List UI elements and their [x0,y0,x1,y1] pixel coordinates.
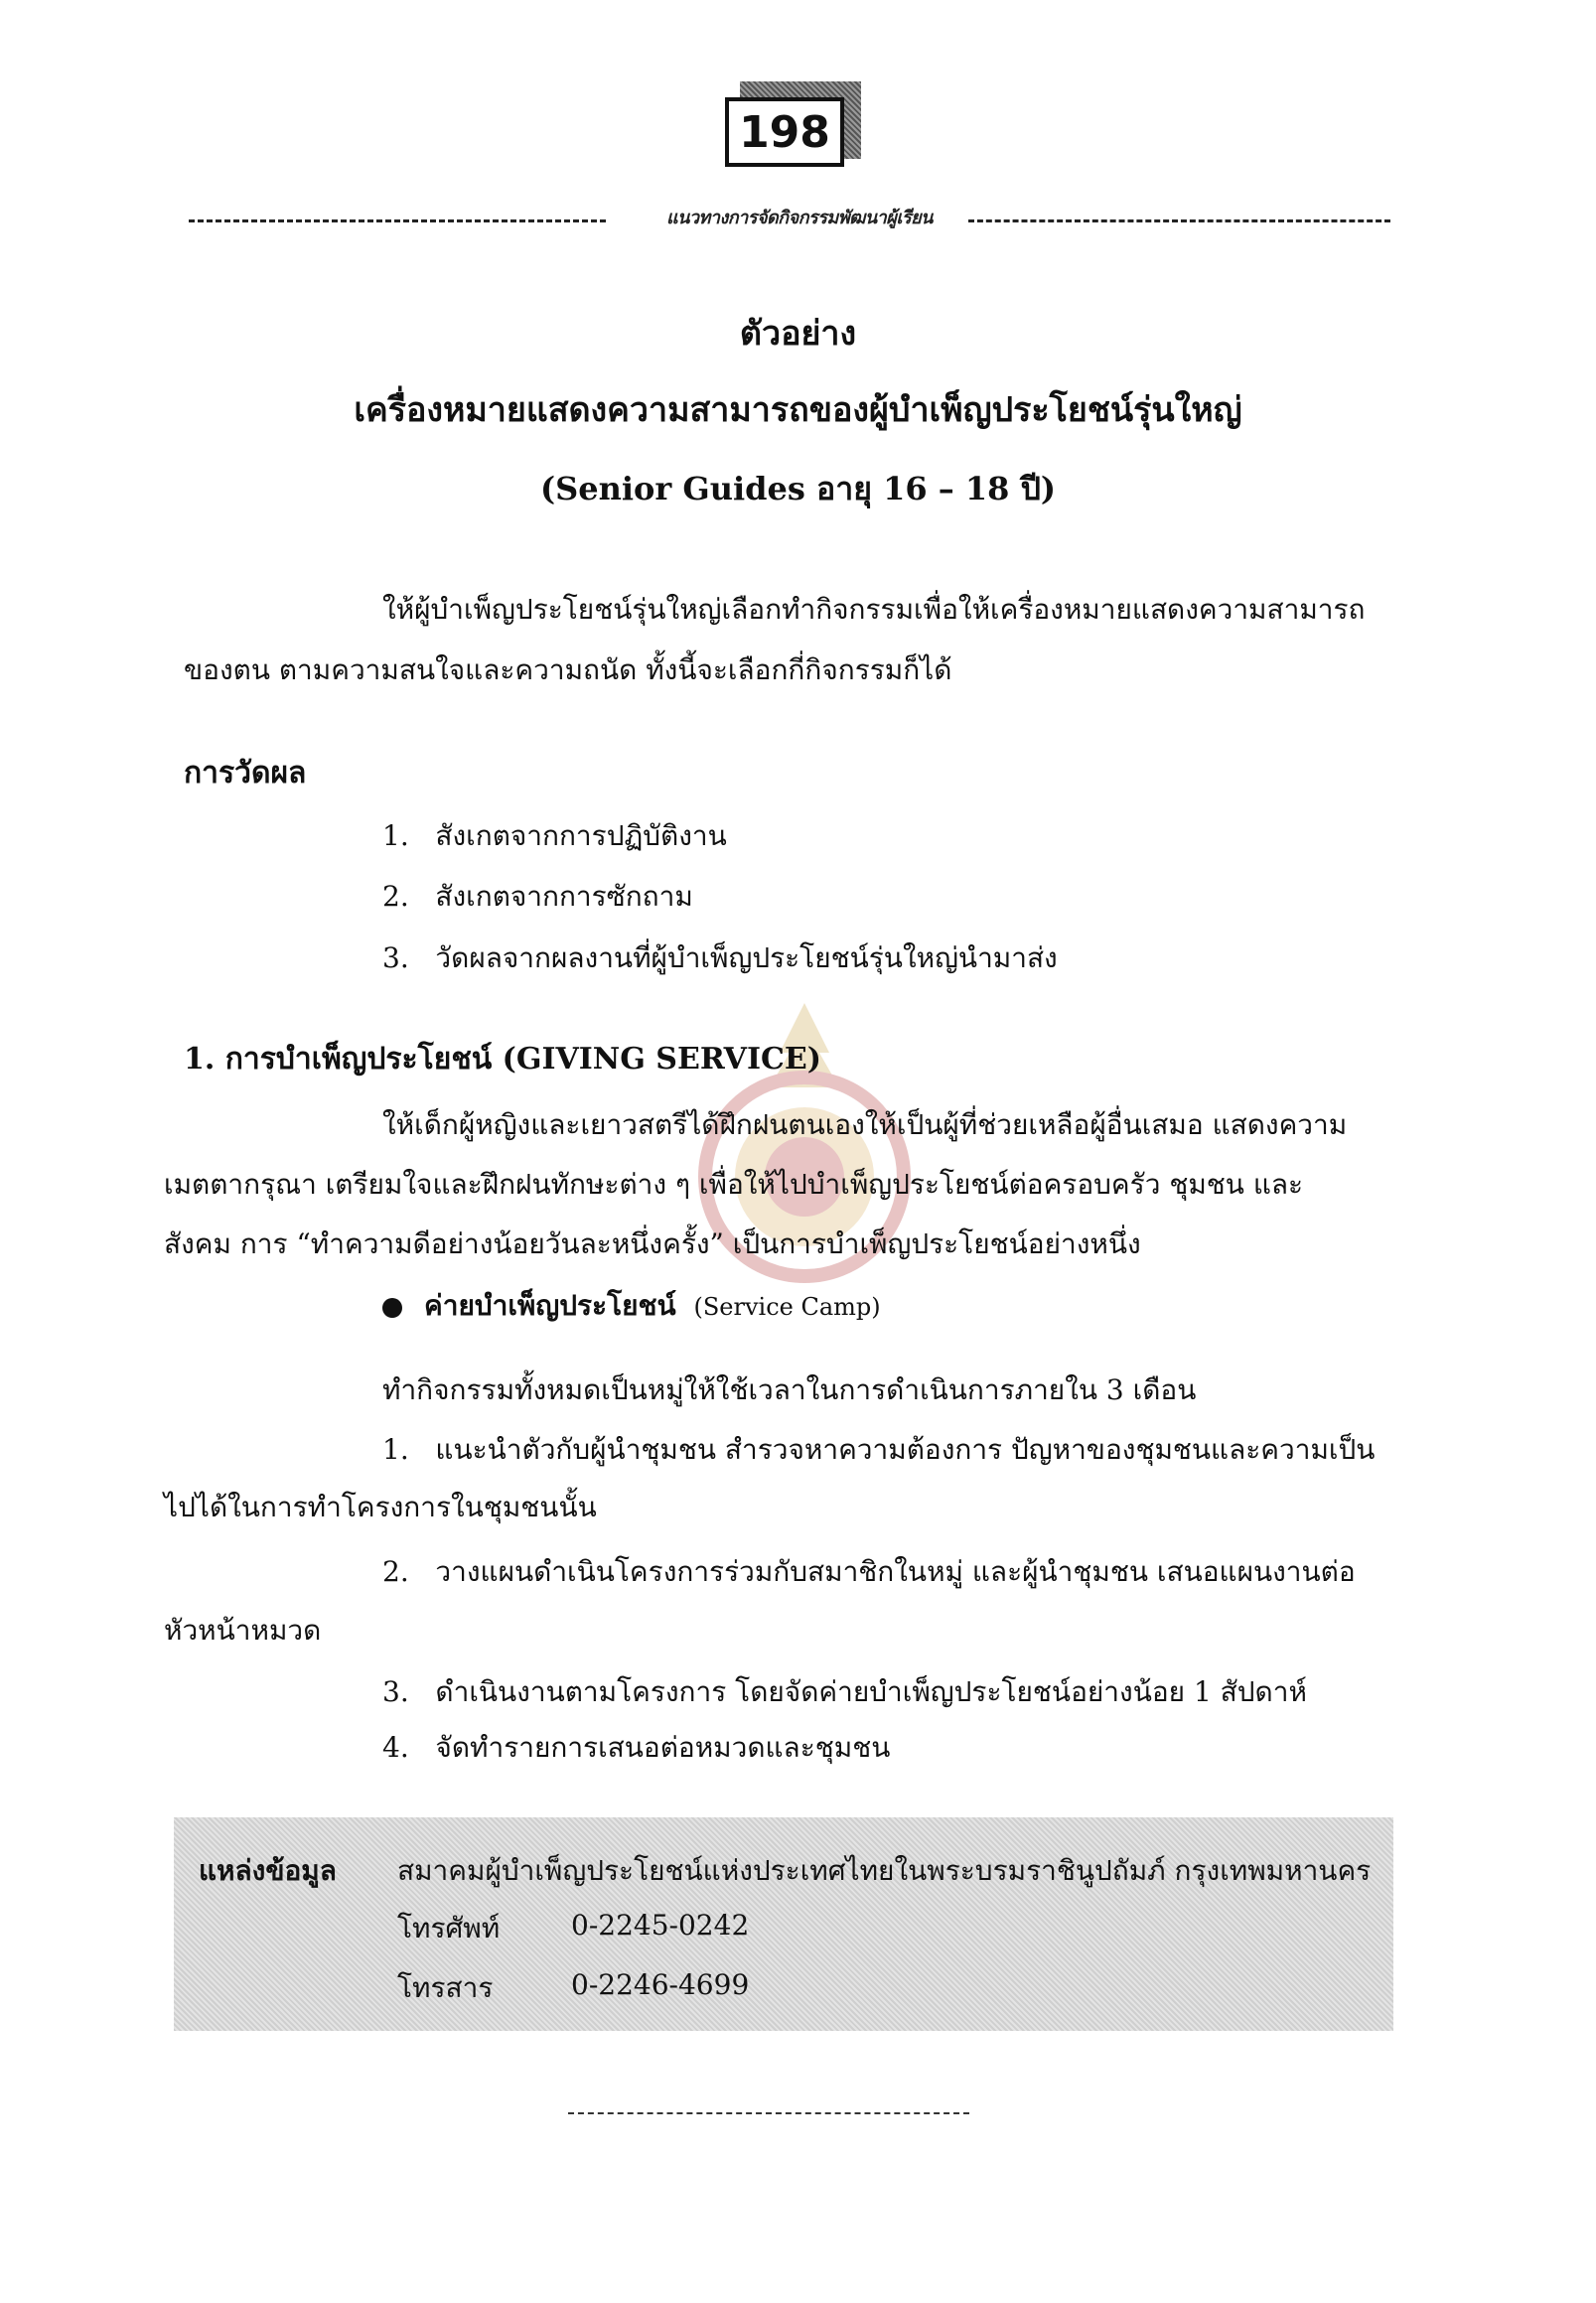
evaluation-item [382,938,1058,978]
section1-heading: 1. การบำเพ็ญประโยชน์ (GIVING SERVICE) [184,1042,821,1077]
service-camp-label: ค่ายบำเพ็ญประโยชน์ [424,1289,676,1322]
evaluation-heading: การวัดผล [184,756,307,791]
evaluation-item-text: วัดผลจากผลงานที่ผู้บำเพ็ญประโยชน์รุ่นใหญ่นำมาส่ง [435,941,1058,974]
end-divider [568,2112,969,2114]
source-label: แหล่งข้อมูล [199,1854,337,1887]
evaluation-item-number: 2. [382,880,409,913]
service-camp-bullet [382,1286,881,1327]
section1-para-line2: เมตตากรุณา เตรียมใจและฝึกฝนทักษะต่าง ๆ เพื่อให้ไปบำเพ็ญประโยชน์ต่อครอบครัว ชุมชน และ [164,1168,1304,1201]
step-number: 1. [382,1433,409,1466]
header-divider-left [189,219,606,222]
evaluation-item [382,877,693,917]
step-text: ดำเนินงานตามโครงการ โดยจัดค่ายบำเพ็ญประโยชน์อย่างน้อย 1 สัปดาห์ [435,1675,1307,1708]
evaluation-item-text: สังเกตจากการปฏิบัติงาน [435,819,727,852]
running-header-title: แนวทางการจัดกิจกรรมพัฒนาผู้เรียน [666,208,933,228]
page-number: 198 [725,97,844,167]
step-item [382,1672,1307,1712]
intro-line1: ให้ผู้บำเพ็ญประโยชน์รุ่นใหญ่เลือกทำกิจกรรมเพื่อให้เครื่องหมายแสดงความสามารถ [382,593,1366,626]
step-text: แนะนำตัวกับผู้นำชุมชน สำรวจหาความต้องการ ปัญหาของชุมชนและความเป็น [435,1433,1376,1466]
step-item [382,1728,890,1768]
fax-number: 0-2246-4699 [571,1968,750,2001]
step-text: วางแผนดำเนินโครงการร่วมกับสมาชิกในหมู่ และผู้นำชุมชน เสนอแผนงานต่อ [435,1555,1356,1588]
step-number: 4. [382,1731,409,1764]
section1-para-line3: สังคม การ “ทำความดีอย่างน้อยวันละหนึ่งครั้ง” เป็นการบำเพ็ญประโยชน์อย่างหนึ่ง [164,1227,1141,1260]
header-divider-right [968,219,1390,222]
bullet-icon [382,1298,402,1318]
fax-label: โทรสาร [397,1971,494,2004]
step-number: 3. [382,1675,409,1708]
source-organization: สมาคมผู้บำเพ็ญประโยชน์แห่งประเทศไทยในพระบรมราชินูปถัมภ์ กรุงเทพมหานคร [397,1854,1372,1887]
section1-para-line1: ให้เด็กผู้หญิงและเยาวสตรีได้ฝึกฝนตนเองให้เป็นผู้ที่ช่วยเหลือผู้อื่นเสมอ แสดงความ [382,1108,1348,1141]
step-continuation: หัวหน้าหมวด [164,1614,322,1647]
evaluation-item-number: 3. [382,941,409,974]
phone-label: โทรศัพท์ [397,1912,501,1944]
page-title-line1: ตัวอย่าง [739,314,857,354]
page-title-line3: (Senior Guides อายุ 16 – 18 ปี) [539,470,1057,507]
step-item [382,1552,1356,1592]
evaluation-item-text: สังเกตจากการซักถาม [435,880,693,913]
evaluation-item [382,816,727,856]
page-title-line2: เครื่องหมายแสดงความสามารถของผู้บำเพ็ญประโยชน์รุ่นใหญ่ [354,390,1242,430]
phone-number: 0-2245-0242 [571,1909,750,1942]
intro-line2: ของตน ตามความสนใจและความถนัด ทั้งนี้จะเลือกกี่กิจกรรมก็ได้ [184,653,952,686]
step-continuation: ไปได้ในการทำโครงการในชุมชนนั้น [164,1491,597,1523]
evaluation-item-number: 1. [382,819,409,852]
step-item [382,1430,1375,1470]
service-camp-english: (Service Camp) [693,1293,881,1321]
task-intro: ทำกิจกรรมทั้งหมดเป็นหมู่ให้ใช้เวลาในการดำเนินการภายใน 3 เดือน [382,1373,1197,1406]
step-text: จัดทำรายการเสนอต่อหมวดและชุมชน [435,1731,891,1764]
step-number: 2. [382,1555,409,1588]
